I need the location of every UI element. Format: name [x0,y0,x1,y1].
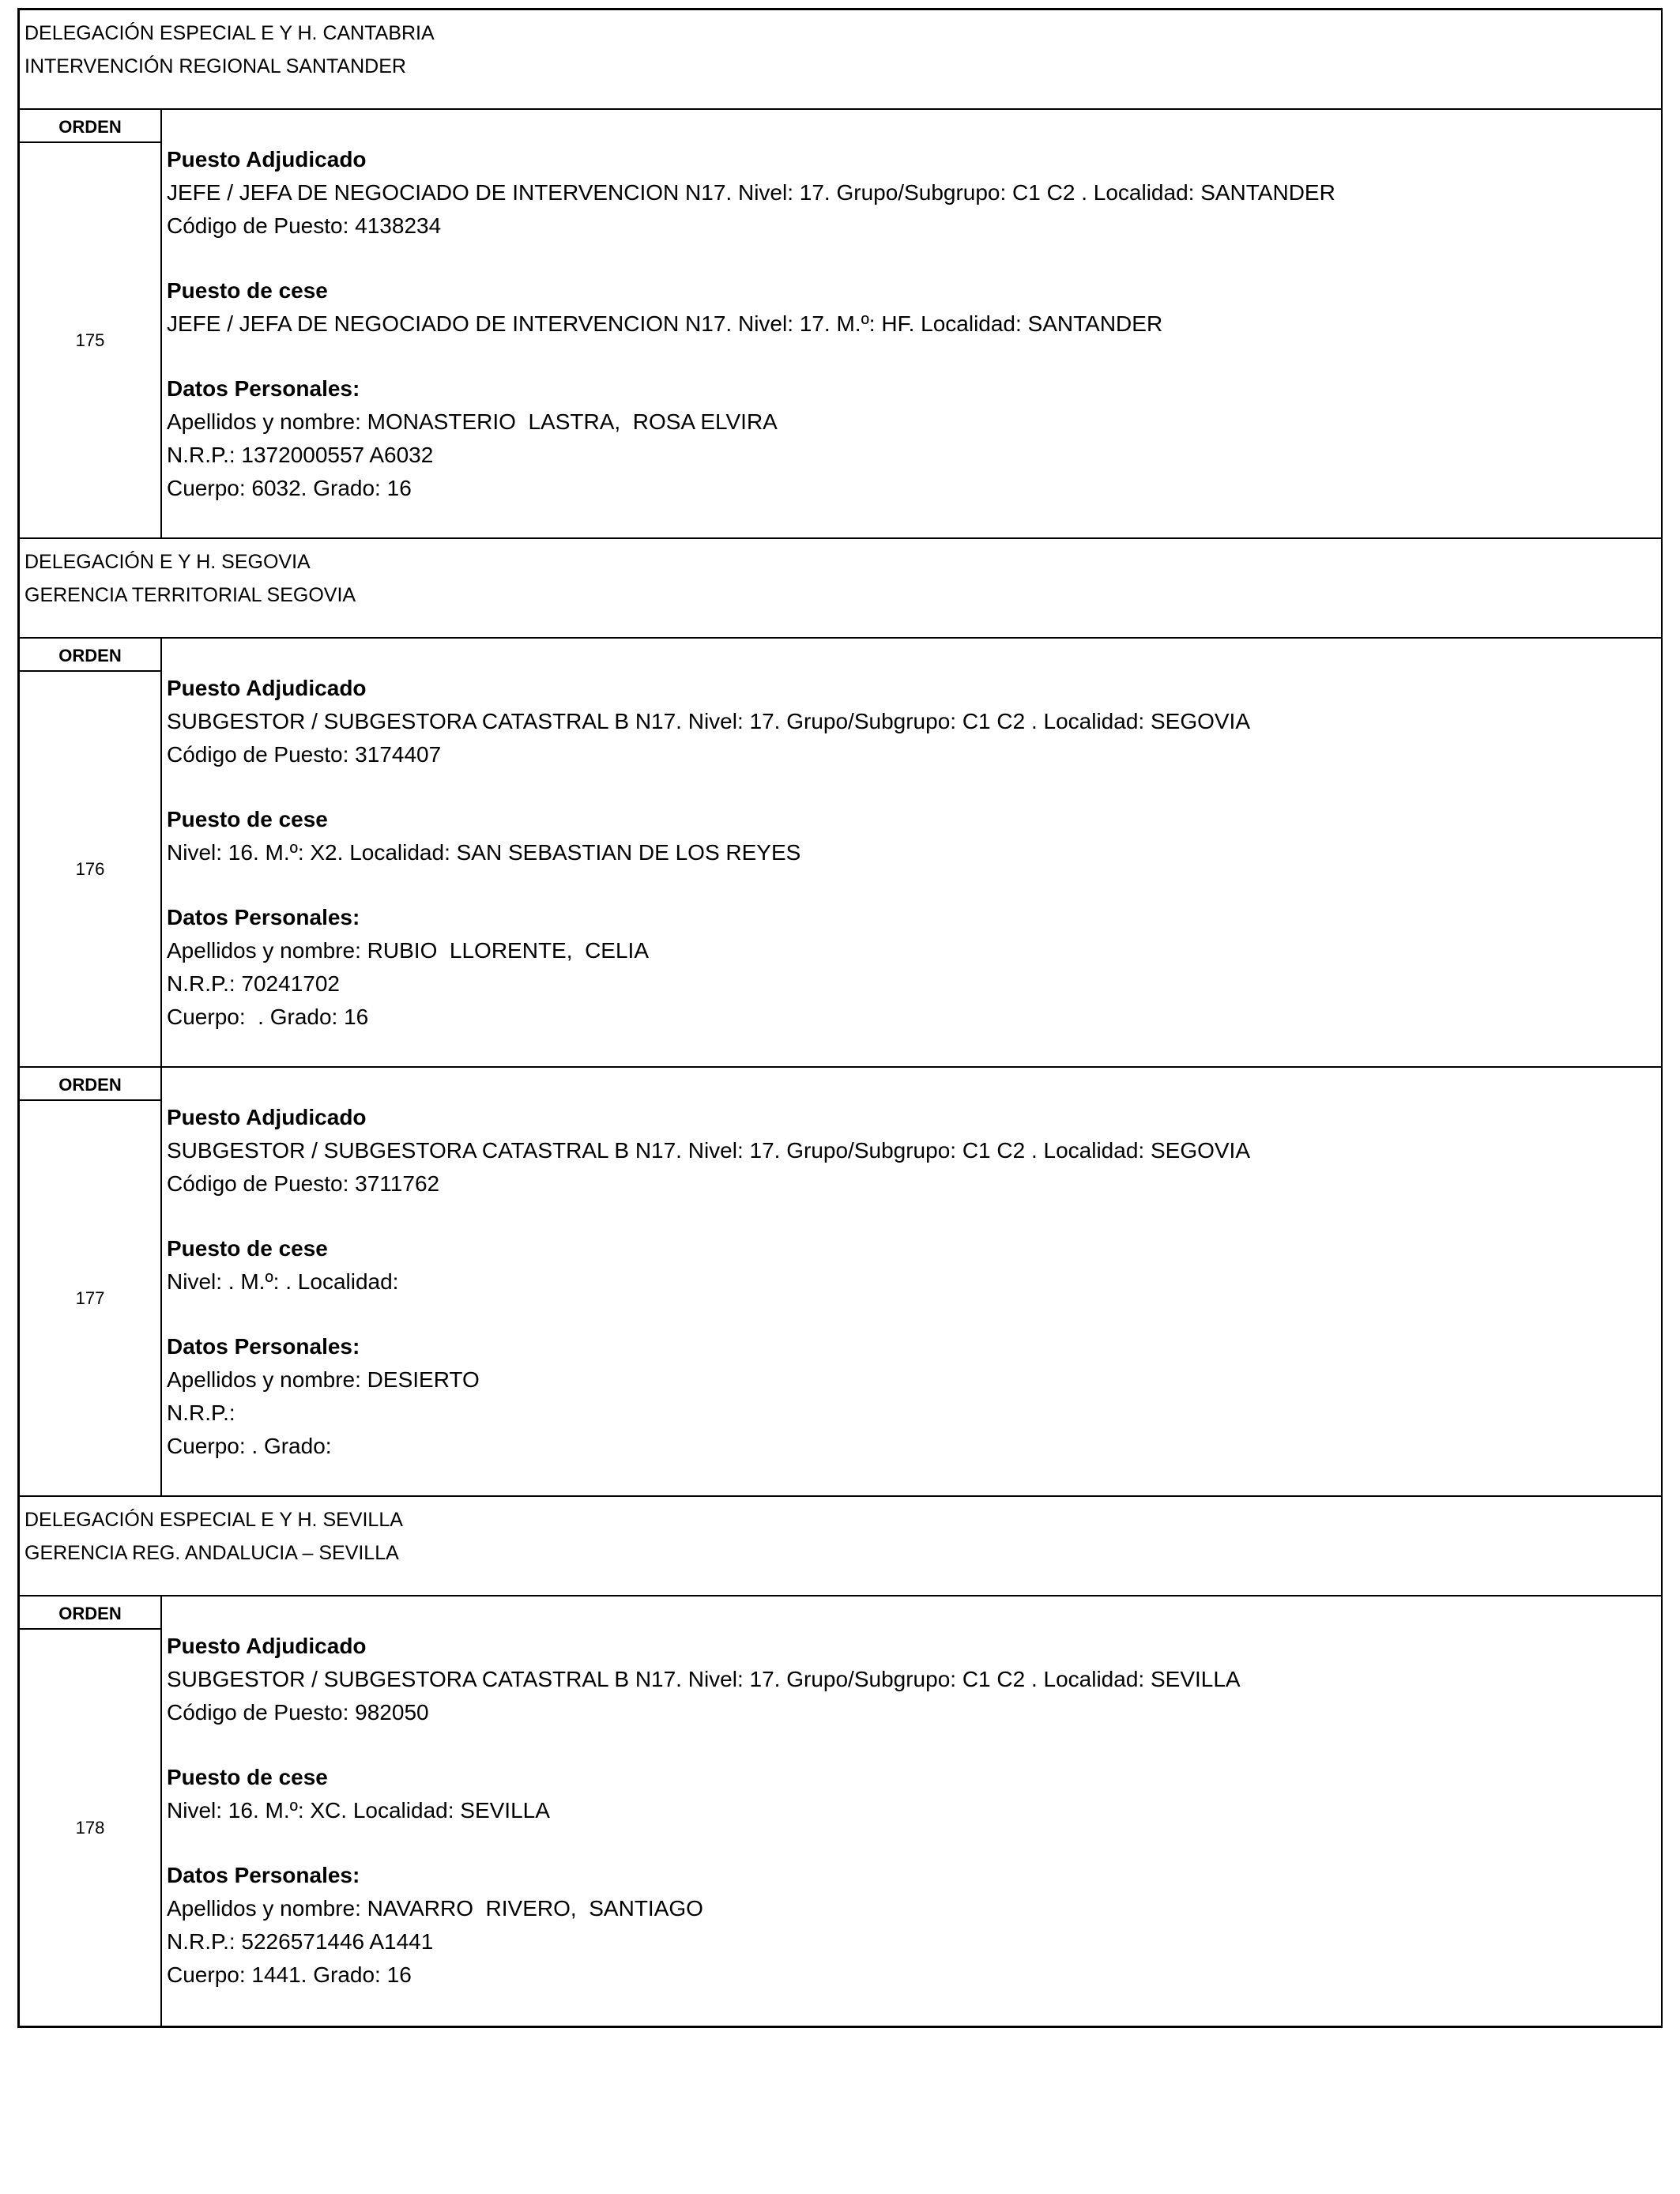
puesto-adjudicado-title: Puesto Adjudicado [167,1634,367,1658]
unidad-name: INTERVENCIÓN REGIONAL SANTANDER [24,55,406,77]
codigo-puesto: Código de Puesto: 982050 [167,1700,429,1725]
section-header [20,1497,1661,1596]
entry-details [162,110,1661,537]
datos-personales-title: Datos Personales: [167,1863,360,1887]
spacer [167,771,1661,803]
orden-label: ORDEN [20,110,160,143]
datos-personales-title: Datos Personales: [167,905,360,929]
unidad-name: GERENCIA TERRITORIAL SEGOVIA [24,584,356,606]
nrp: N.R.P.: 5226571446 A1441 [167,1929,434,1954]
puesto-adjudicado-line: JEFE / JEFA DE NEGOCIADO DE INTERVENCION N17. Nivel: 17. Grupo/Subgrupo: C1 C2 . Localidad: SANTANDER [167,180,1335,205]
puesto-cese-line: JEFE / JEFA DE NEGOCIADO DE INTERVENCION N17. Nivel: 17. M.º: HF. Localidad: SANTANDER [167,311,1163,336]
puesto-cese-title: Puesto de cese [167,1236,328,1261]
puesto-adjudicado-title: Puesto Adjudicado [167,676,367,700]
document-table [17,8,1663,2028]
puesto-adjudicado-line: SUBGESTOR / SUBGESTORA CATASTRAL B N17. Nivel: 17. Grupo/Subgrupo: C1 C2 . Localidad: SEGOVIA [167,709,1251,733]
puesto-adjudicado-title: Puesto Adjudicado [167,1105,367,1129]
orden-label: ORDEN [20,1596,160,1630]
entry-row [20,639,1661,1068]
spacer [167,869,1661,901]
entry-details [162,1596,1661,2026]
cuerpo-grado: Cuerpo: . Grado: [167,1434,332,1458]
cuerpo-grado: Cuerpo: 6032. Grado: 16 [167,476,412,500]
orden-label: ORDEN [20,1068,160,1101]
spacer [167,243,1661,274]
cuerpo-grado: Cuerpo: . Grado: 16 [167,1005,369,1029]
delegacion-name: DELEGACIÓN ESPECIAL E Y H. SEVILLA [24,1509,403,1531]
nrp: N.R.P.: 70241702 [167,971,340,996]
nrp: N.R.P.: 1372000557 A6032 [167,443,434,467]
apellidos-nombre: Apellidos y nombre: MONASTERIO LASTRA, ROSA ELVIRA [167,409,778,434]
puesto-cese-title: Puesto de cese [167,807,328,831]
puesto-cese-line: Nivel: 16. M.º: XC. Localidad: SEVILLA [167,1798,550,1823]
codigo-puesto: Código de Puesto: 3174407 [167,742,442,767]
codigo-puesto: Código de Puesto: 4138234 [167,213,442,238]
orden-label: ORDEN [20,639,160,672]
codigo-puesto: Código de Puesto: 3711762 [167,1171,440,1196]
delegacion-name: DELEGACIÓN ESPECIAL E Y H. CANTABRIA [24,22,435,44]
spacer [167,341,1661,372]
spacer [167,1827,1661,1859]
section-header [20,539,1661,639]
puesto-cese-line: Nivel: . M.º: . Localidad: [167,1269,399,1294]
orden-number: 176 [75,858,105,879]
entry-row [20,1596,1661,2026]
entry-row [20,1068,1661,1497]
orden-column [20,1068,162,1495]
entry-details [162,1068,1661,1495]
orden-number: 178 [75,1817,105,1838]
cuerpo-grado: Cuerpo: 1441. Grado: 16 [167,1962,412,1987]
nrp: N.R.P.: [167,1400,235,1425]
spacer [167,1201,1661,1232]
puesto-adjudicado-line: SUBGESTOR / SUBGESTORA CATASTRAL B N17. Nivel: 17. Grupo/Subgrupo: C1 C2 . Localidad: SEGOVIA [167,1138,1251,1163]
puesto-cese-title: Puesto de cese [167,278,328,303]
delegacion-name: DELEGACIÓN E Y H. SEGOVIA [24,551,311,573]
orden-column [20,1596,162,2026]
puesto-cese-line: Nivel: 16. M.º: X2. Localidad: SAN SEBASTIAN DE LOS REYES [167,840,801,865]
orden-column [20,110,162,537]
apellidos-nombre: Apellidos y nombre: RUBIO LLORENTE, CELIA [167,938,649,963]
apellidos-nombre: Apellidos y nombre: DESIERTO [167,1367,480,1392]
spacer [167,1729,1661,1761]
puesto-adjudicado-title: Puesto Adjudicado [167,147,367,172]
puesto-cese-title: Puesto de cese [167,1765,328,1789]
datos-personales-title: Datos Personales: [167,1334,360,1359]
puesto-adjudicado-line: SUBGESTOR / SUBGESTORA CATASTRAL B N17. Nivel: 17. Grupo/Subgrupo: C1 C2 . Localidad: SEVILLA [167,1667,1241,1691]
orden-number: 175 [75,330,105,350]
orden-number: 177 [75,1287,105,1308]
section-header [20,10,1661,110]
apellidos-nombre: Apellidos y nombre: NAVARRO RIVERO, SANTIAGO [167,1896,703,1921]
entry-details [162,639,1661,1066]
spacer [167,1299,1661,1330]
datos-personales-title: Datos Personales: [167,376,360,401]
unidad-name: GERENCIA REG. ANDALUCIA – SEVILLA [24,1542,399,1564]
orden-column [20,639,162,1066]
entry-row [20,110,1661,539]
